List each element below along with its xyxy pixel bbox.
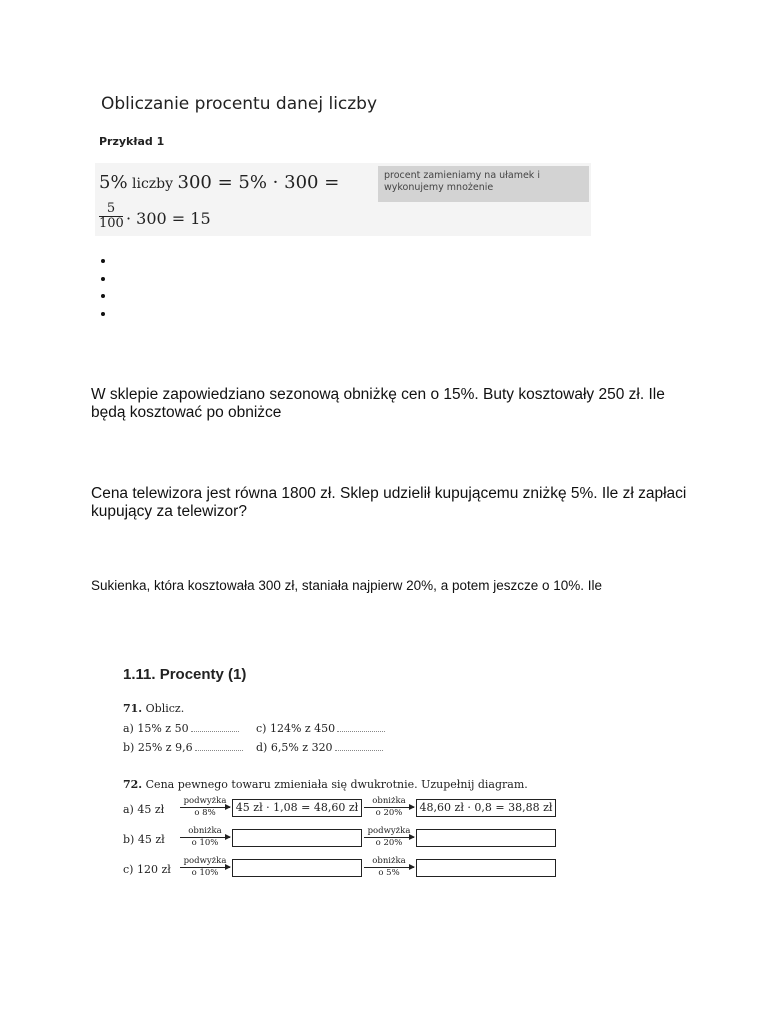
problem-dress: Sukienka, która kosztowała 300 zł, staniała najpierw 20%, a potem jeszcze o 10%. Ile [91, 578, 603, 593]
example-note: procent zamieniamy na ułamek i wykonujemy mnożenie [378, 166, 589, 202]
arrow-label-top: obniżka [188, 826, 222, 836]
diagram-row-a-box-2[interactable]: 48,60 zł · 0,8 = 38,88 zł [416, 799, 556, 817]
diagram-row-b-arrow-2 [364, 827, 414, 848]
example-equation-1 [99, 172, 339, 193]
item-text: a) 15% z 50 [123, 722, 189, 735]
item-text: b) 25% z 9,6 [123, 741, 193, 754]
arrow-right-icon [180, 867, 230, 868]
eq-word: liczby [127, 176, 178, 192]
example-label: Przykład 1 [99, 135, 165, 148]
exercise-72-header [123, 778, 528, 791]
arrow-label-bottom: o 8% [194, 808, 216, 818]
exercise-71-item-c [256, 722, 385, 735]
diagram-row-c-arrow-1 [180, 857, 230, 878]
exercise-instruction: Cena pewnego towaru zmieniała się dwukrotnie. Uzupełnij diagram. [142, 778, 528, 791]
arrow-right-icon [364, 837, 414, 838]
diagram-row-c-box-1[interactable] [232, 859, 362, 877]
arrow-label-top: obniżka [372, 796, 406, 806]
problem-shoes: W sklepie zapowiedziano sezonową obniżkę cen o 15%. Buty kosztowały 250 zł. Ile będą kosztować po obniżce [91, 386, 665, 421]
fraction-numerator: 5 [106, 201, 116, 216]
diagram-row-a-box-1[interactable]: 45 zł · 1,08 = 48,60 zł [232, 799, 362, 817]
arrow-label-top: podwyżka [183, 796, 227, 806]
exercise-71-header [123, 702, 184, 715]
eq-percent: 5% [99, 172, 128, 193]
diagram-row-a-arrow-1 [180, 797, 230, 818]
diagram-row-c-label: c) 120 zł [123, 863, 171, 876]
arrow-label-bottom: o 5% [378, 868, 400, 878]
answer-dots[interactable] [191, 723, 239, 732]
diagram-row-a-arrow-2 [364, 797, 414, 818]
exercise-number: 72. [123, 778, 143, 791]
example-fraction [99, 202, 123, 231]
exercise-instruction: Oblicz. [142, 702, 185, 715]
arrow-right-icon [364, 807, 414, 808]
exercise-71-item-a [123, 722, 239, 735]
arrow-label-bottom: o 10% [191, 838, 219, 848]
arrow-label-top: podwyżka [367, 826, 411, 836]
diagram-row-c-box-2[interactable] [416, 859, 556, 877]
arrow-right-icon [180, 807, 230, 808]
diagram-row-b-arrow-1 [180, 827, 230, 848]
arrow-label-top: obniżka [372, 856, 406, 866]
example-equation-2: · 300 = 15 [126, 209, 211, 228]
answer-dots[interactable] [337, 723, 385, 732]
problem-tv: Cena telewizora jest równa 1800 zł. Sklep udzielił kupującemu zniżkę 5%. Ile zł zapłaci kupujący za telewizor? [91, 485, 687, 520]
answer-dots[interactable] [335, 742, 383, 751]
page-title: Obliczanie procentu danej liczby [101, 94, 378, 114]
diagram-row-c-arrow-2 [364, 857, 414, 878]
arrow-right-icon [180, 837, 230, 838]
exercise-number: 71. [123, 702, 143, 715]
answer-dots[interactable] [195, 742, 243, 751]
arrow-label-bottom: o 20% [375, 808, 403, 818]
bullet-list [96, 252, 116, 322]
fraction-denominator: 100 [99, 216, 124, 231]
worksheet-heading: 1.11. Procenty (1) [123, 666, 247, 683]
arrow-right-icon [364, 867, 414, 868]
arrow-label-bottom: o 20% [375, 838, 403, 848]
exercise-71-item-d [256, 741, 383, 754]
arrow-label-bottom: o 10% [191, 868, 219, 878]
item-text: c) 124% z 450 [256, 722, 336, 735]
diagram-row-b-box-2[interactable] [416, 829, 556, 847]
eq-rest: 300 = 5% · 300 = [177, 172, 340, 193]
diagram-row-a-label: a) 45 zł [123, 803, 165, 816]
diagram-row-b-box-1[interactable] [232, 829, 362, 847]
exercise-71-item-b [123, 741, 243, 754]
diagram-row-b-label: b) 45 zł [123, 833, 165, 846]
item-text: d) 6,5% z 320 [256, 741, 333, 754]
arrow-label-top: podwyżka [183, 856, 227, 866]
